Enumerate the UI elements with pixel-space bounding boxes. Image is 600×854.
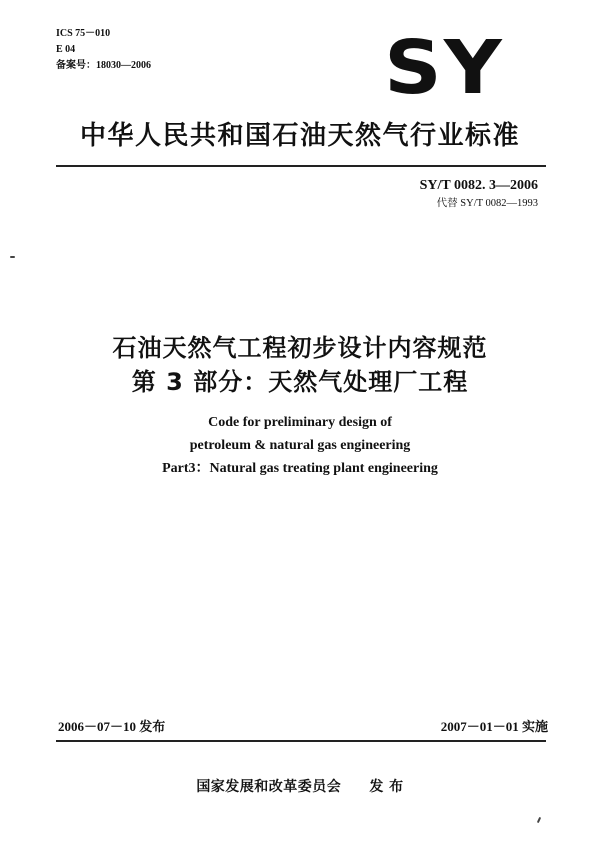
- english-title-line-3: Part3：Natural gas treating plant engineering: [162, 461, 438, 476]
- scan-mark: [10, 256, 15, 258]
- scan-mark: [537, 817, 541, 823]
- chinese-title-line-2: 第 3 部分：天然气处理厂工程: [131, 368, 469, 396]
- english-title: [0, 411, 600, 480]
- issuer-line: [0, 776, 600, 796]
- english-title-line-2: petroleum & natural gas engineering: [189, 438, 411, 453]
- chinese-title-line-1: 石油天然气工程初步设计内容规范: [112, 334, 488, 362]
- replaces-code: 代替 SY/T 0082—1993: [436, 198, 538, 209]
- issue-date: 2006－07－10 发布: [58, 719, 166, 734]
- issuer-name: 国家发展和改革委员会: [196, 779, 342, 795]
- standard-code-block: [420, 176, 538, 212]
- classification-code: E 04: [56, 44, 76, 55]
- sy-logo: SY: [384, 25, 504, 111]
- top-divider: [56, 165, 546, 167]
- organization-heading: 中华人民共和国石油天然气行业标准: [79, 121, 520, 151]
- record-number: 备案号：18030—2006: [56, 60, 151, 71]
- header-meta: [56, 26, 151, 74]
- chinese-title: [0, 331, 600, 399]
- standard-code: SY/T 0082. 3—2006: [419, 178, 538, 193]
- issuer-action: 发 布: [369, 779, 404, 795]
- english-title-line-1: Code for preliminary design of: [208, 415, 392, 430]
- effective-date: 2007－01－01 实施: [440, 719, 548, 734]
- bottom-divider: [56, 740, 546, 742]
- ics-code: ICS 75－010: [56, 28, 111, 39]
